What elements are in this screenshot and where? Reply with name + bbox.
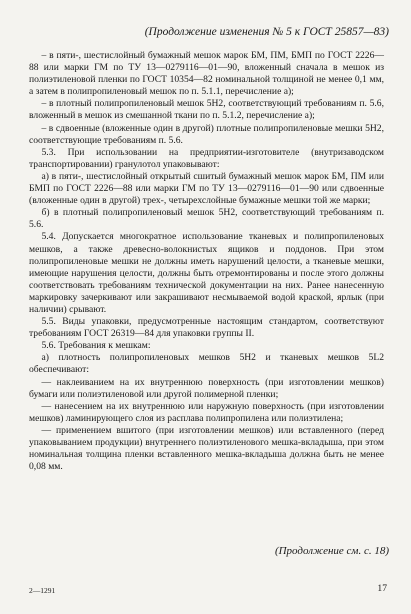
paragraph-section-5-3: 5.3. При использовании на предприятии-изготовителе (внутризаводском транспортировании) гранулотол упаковывают: [29,146,384,170]
paragraph-item-a-density: а) плотность полипропиленовых мешков 5Н2 и тканевых мешков 5L2 обеспечивают: [29,352,384,376]
paragraph-item-1: – в пяти-, шестислойный бумажный мешок марок БМ, ПМ, БМП по ГОСТ 2226—88 или марки ГМ по ТУ 13—0279116—01—90, вложенный сначала в мешок из полиэтиленовой пленки по ГОСТ 10354—82 номинальной толщиной не менее 0,1 мм, а затем в полипропиленовый мешок по п. 5.1.1, перечисление а); [29,50,384,98]
running-header: (Продолжение изменения № 5 к ГОСТ 25857—83) [144,26,389,38]
print-code: 2—1291 [29,586,56,595]
page-number: 17 [377,583,387,594]
paragraph-section-5-6: 5.6. Требования к мешкам: [41,340,151,352]
paragraph-item-3: – в сдвоенные (вложенные один в другой) плотные полипропиленовые мешки 5Н2, соответствующие требованиям п. 5.6. [29,122,384,146]
paragraph-dash-1: — наклеиванием на их внутреннюю поверхность (при изготовлении мешков) бумаги или полиэтиленовой или другой полимерной пленки; [29,376,384,400]
body-text [29,50,384,473]
paragraph-item-a: а) в пяти-, шестислойный открытый сшитый бумажный мешок марок БМ, ПМ или БМП по ГОСТ 2226—88 или марки ГМ по ТУ 13—0279116—01—90 или сдвоенные (вложенные один в другой) трех-, четырехслойные бумажные мешки той же марки; [29,170,384,207]
paragraph-item-2: – в плотный полипропиленовый мешок 5Н2, соответствующий требованиям п. 5.6, вложенный в мешок из смешанной ткани по п. 5.1.2, перечисление а); [29,98,384,122]
paragraph-dash-3: — применением вшитого (при изготовлении мешков) или вставленного (перед упаковыванием продукции) внутреннего полиэтиленового мешка-вкладыша, при этом номинальная толщина пленки вставленного мешка-вкладыша должна быть не менее 0,08 мм. [29,424,384,473]
paragraph-item-b: б) в плотный полипропиленовый мешок 5Н2, соответствующий требованиям п. 5.6. [29,207,384,231]
paragraph-dash-2: — нанесением на их внутреннюю или наружную поверхность (при изготовлении мешков) ламинирующего слоя из расплава полипропилена или полиэтилена; [29,400,384,424]
continuation-note: (Продолжение см. с. 18) [274,545,389,557]
paragraph-section-5-4: 5.4. Допускается многократное использование тканевых и полипропиленовых мешков, а также древесно-волокнистых ящиков и поддонов. При этом полипропиленовые мешки не должны иметь нарушений целости, а тканевые мешки, имеющие нарушения целости, должны быть отремонтированы и после этого должны соответствовать требованиям технической документации на них. Ранее нанесенную маркировку зачеркивают или закрашивают несмываемой водой краской, ярлык (при наличии) срывают. [29,231,384,315]
paragraph-section-5-5: 5.5. Виды упаковки, предусмотренные настоящим стандартом, соответствуют требованиям ГОСТ 26319—84 для упаковки группы II. [29,316,384,340]
